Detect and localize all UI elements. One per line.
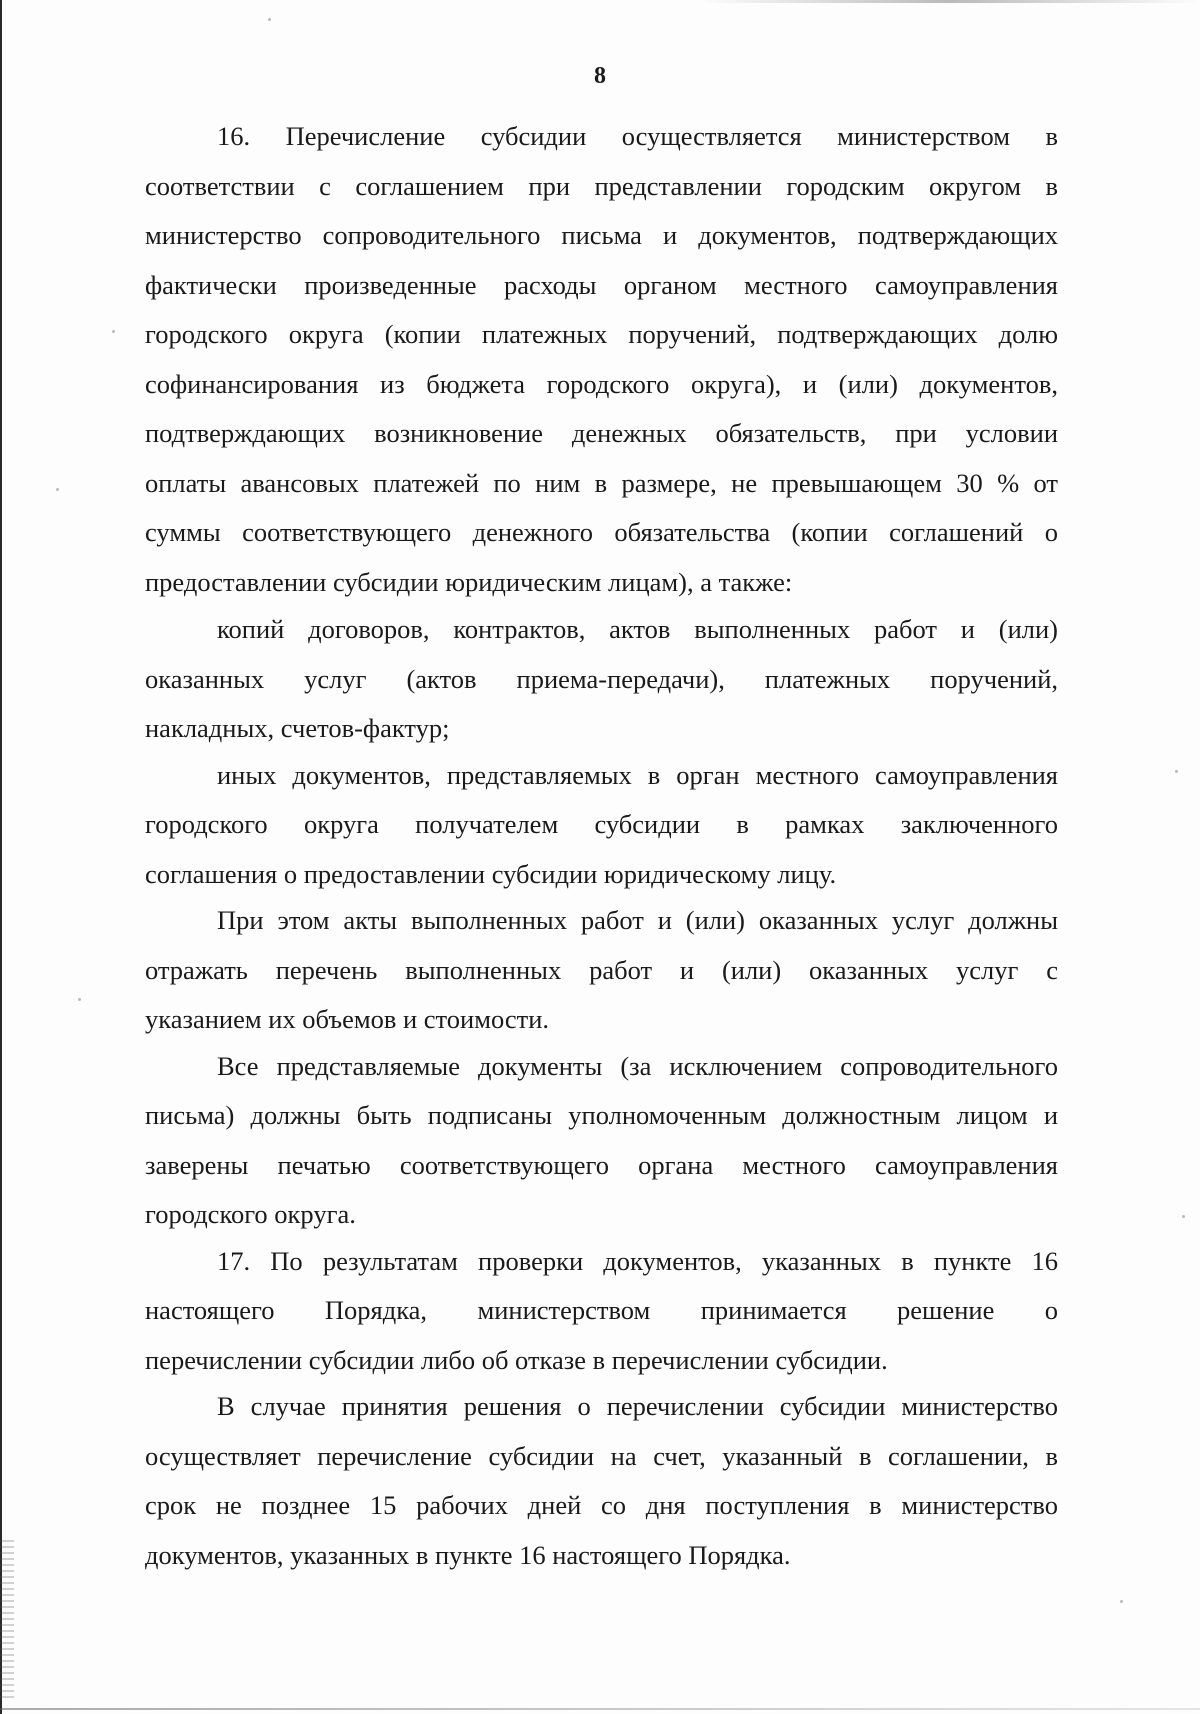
text-line: суммы соответствующего денежного обязательства (копии соглашений о [145,517,1058,547]
text-line: подтверждающих возникновение денежных обязательств, при условии [145,418,1058,448]
text-line: документов, указанных в пункте 16 настоящего Порядка. [145,1539,791,1570]
text-line: софинансирования из бюджета городского округа), и (или) документов, [145,368,1058,399]
text-line: соглашения о предоставлении субсидии юридическому лицу. [145,858,837,889]
scan-speck [1120,1600,1123,1603]
text-line: накладных, счетов-фактур; [145,713,450,743]
scan-edge-left [0,0,2,1714]
text-line: копий договоров, контрактов, актов выполненных работ и (или) [217,614,1058,644]
text-line: городского округа получателем субсидии в рамках заключенного [145,809,1058,839]
text-line: предоставлении субсидии юридическим лицам), а также: [145,566,793,597]
text-line: письма) должны быть подписаны уполномоченным должностным лицом и [145,1100,1058,1130]
text-line: срок не позднее 15 рабочих дней со дня поступления в министерство [145,1490,1058,1520]
scan-speck [78,998,81,1001]
text-line: министерство сопроводительного письма и документов, подтверждающих [145,220,1058,250]
paragraph-acts [145,896,1058,1045]
scan-speck [268,18,271,21]
scan-speck [1175,770,1178,773]
scan-speck [112,330,115,333]
text-line: указанием их объемов и стоимости. [145,1004,550,1034]
scan-noise [0,1540,14,1700]
text-line: отражать перечень выполненных работ и (или) оказанных услуг с [145,954,1058,985]
text-line: В случае принятия решения о перечислении субсидии министерство [217,1391,1058,1421]
paragraph-17 [145,1237,1058,1386]
text-line: настоящего Порядка, министерством принимается решение о [145,1295,1058,1325]
text-line: оплаты авансовых платежей по ним в размере, не превышающем 30 % от [145,467,1058,498]
text-line: фактически произведенные расходы органом местного самоуправления [145,269,1058,300]
text-line: оказанных услуг (актов приема-передачи), платежных поручений, [145,663,1058,694]
paragraph-transfer [145,1382,1058,1580]
text-line: соответствии с соглашением при представлении городским округом в [145,170,1058,201]
text-line: Все представляемые документы (за исключением сопроводительного [217,1050,1058,1081]
page-number: 8 [594,63,606,89]
scan-edge-top [700,0,1200,3]
text-line: 17. По результатам проверки документов, указанных в пункте 16 [217,1245,1058,1276]
text-line: городского округа (копии платежных поручений, подтверждающих долю [145,319,1058,349]
paragraph-signatures [145,1042,1058,1240]
text-line: иных документов, представляемых в орган местного самоуправления [217,759,1058,790]
text-line: 16. Перечисление субсидии осуществляется министерством в [217,121,1058,151]
text-line: осуществляет перечисление субсидии на счет, указанный в соглашении, в [145,1440,1058,1471]
text-line: При этом акты выполненных работ и (или) оказанных услуг должны [217,905,1058,935]
paragraph-other-documents [145,751,1058,900]
scan-edge-bottom [0,1708,1200,1710]
scan-speck [56,488,59,491]
text-line: перечислении субсидии либо об отказе в перечислении субсидии. [145,1344,888,1375]
document-body [145,112,1058,1580]
paragraph-16 [145,112,1058,607]
text-line: заверены печатью соответствующего органа местного самоуправления [145,1149,1058,1180]
paragraph-contracts [145,605,1058,754]
text-line: городского округа. [145,1199,356,1229]
scan-speck [1182,1215,1185,1218]
